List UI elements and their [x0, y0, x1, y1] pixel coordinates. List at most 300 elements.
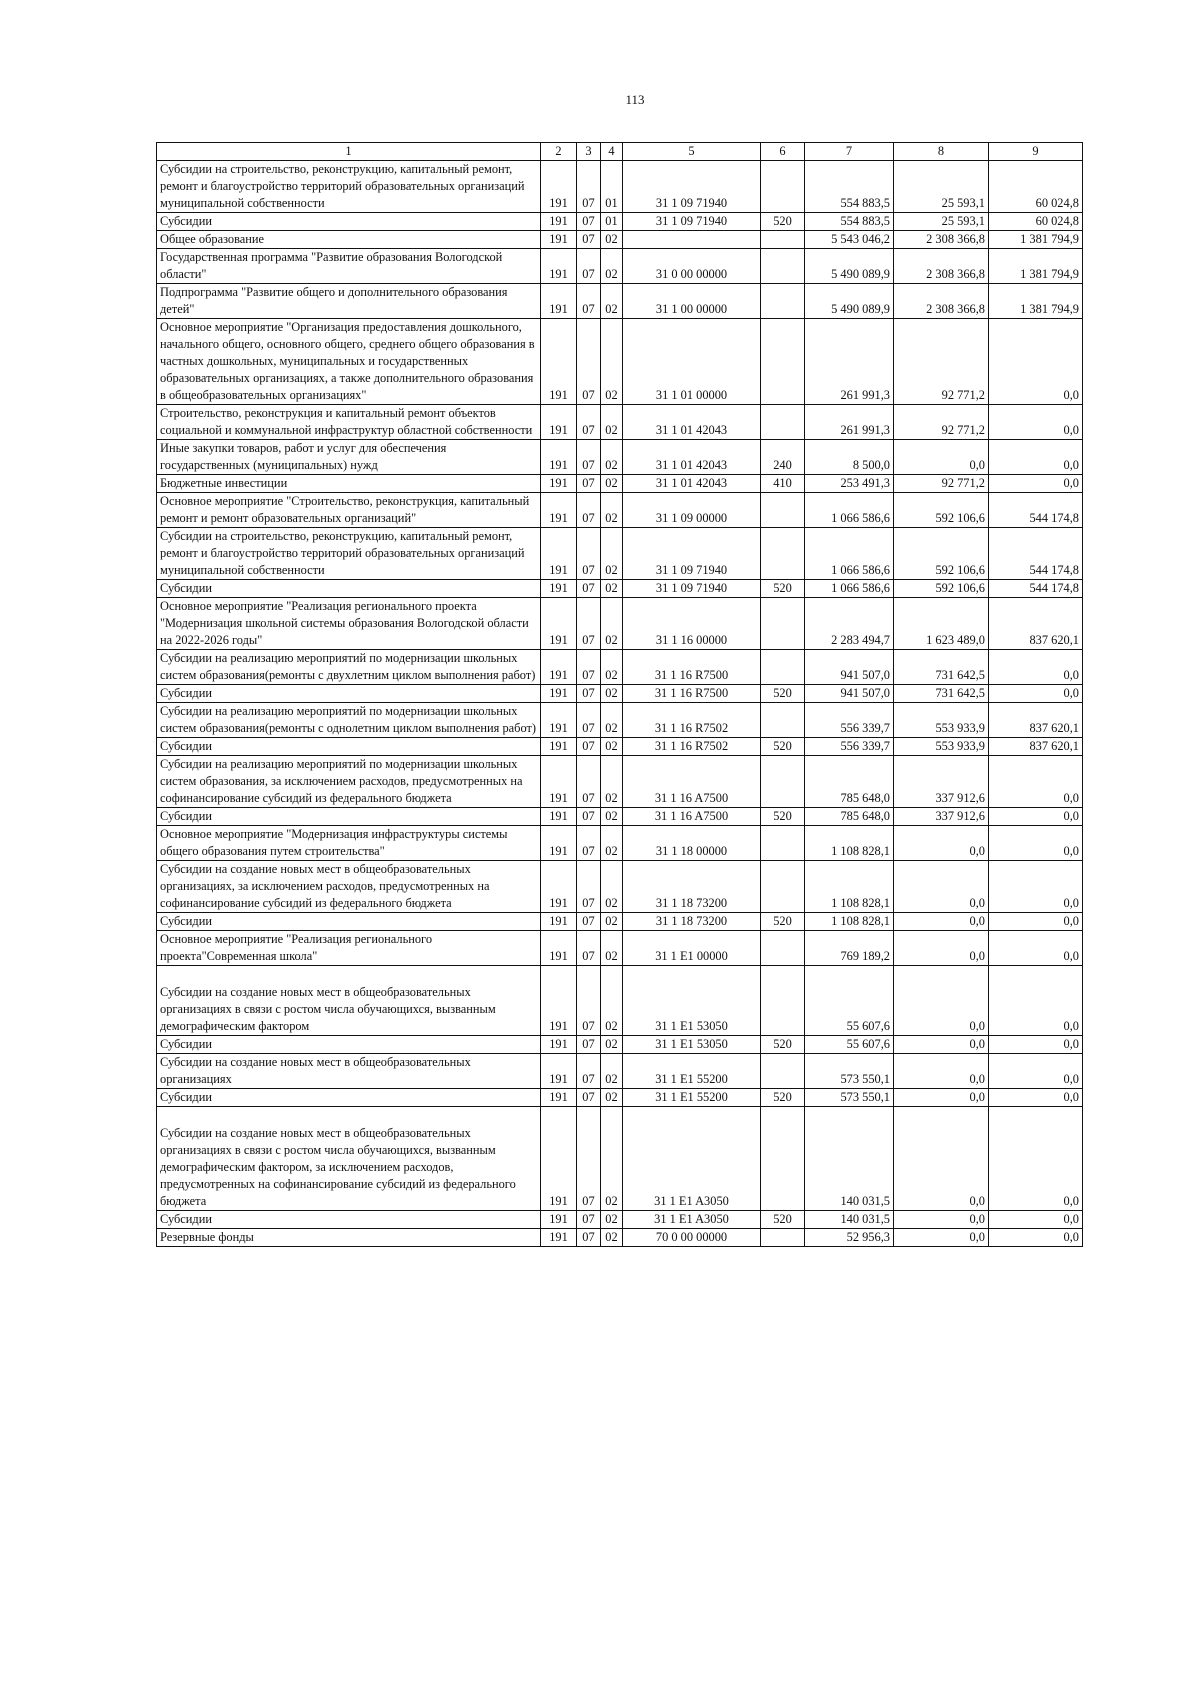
table-row: [157, 405, 1083, 440]
row-subsection: 02: [601, 405, 623, 440]
row-section: 07: [577, 1089, 601, 1107]
row-expense-type: [761, 249, 805, 284]
row-amount-col9: 0,0: [989, 931, 1083, 966]
row-amount-col8: 2 308 366,8: [894, 249, 989, 284]
row-target-article: 31 1 E1 53050: [623, 1036, 761, 1054]
row-subsection: 02: [601, 493, 623, 528]
row-admin-code: 191: [541, 650, 577, 685]
row-target-article: 31 1 09 00000: [623, 493, 761, 528]
row-expense-type: [761, 861, 805, 913]
row-amount-col8: 553 933,9: [894, 738, 989, 756]
table-row: [157, 319, 1083, 405]
row-subsection: 02: [601, 284, 623, 319]
row-target-article: 31 1 16 R7500: [623, 685, 761, 703]
row-amount-col7: 52 956,3: [805, 1229, 894, 1247]
row-subsection: 02: [601, 1229, 623, 1247]
row-admin-code: 191: [541, 1036, 577, 1054]
row-section: 07: [577, 861, 601, 913]
row-target-article: [623, 231, 761, 249]
row-amount-col8: 0,0: [894, 966, 989, 1036]
row-section: 07: [577, 528, 601, 580]
row-amount-col8: 25 593,1: [894, 161, 989, 213]
header-col-9: 9: [989, 143, 1083, 161]
row-amount-col7: 769 189,2: [805, 931, 894, 966]
row-admin-code: 191: [541, 756, 577, 808]
row-expense-type: [761, 826, 805, 861]
row-subsection: 02: [601, 826, 623, 861]
row-expense-type: [761, 405, 805, 440]
row-target-article: 31 1 16 A7500: [623, 756, 761, 808]
table-row: [157, 650, 1083, 685]
row-amount-col8: 1 623 489,0: [894, 598, 989, 650]
row-amount-col8: 0,0: [894, 1107, 989, 1211]
row-name: Подпрограмма "Развитие общего и дополнительного образования детей": [157, 284, 541, 319]
row-target-article: 31 1 16 00000: [623, 598, 761, 650]
row-section: 07: [577, 1036, 601, 1054]
row-target-article: 31 1 18 00000: [623, 826, 761, 861]
row-admin-code: 191: [541, 1229, 577, 1247]
row-amount-col9: 60 024,8: [989, 161, 1083, 213]
row-section: 07: [577, 738, 601, 756]
row-section: 07: [577, 1054, 601, 1089]
row-expense-type: [761, 231, 805, 249]
row-amount-col9: 0,0: [989, 1107, 1083, 1211]
row-name: Субсидии на строительство, реконструкцию, капитальный ремонт, ремонт и благоустройство территорий образовательных организаций муниципальной собственности: [157, 528, 541, 580]
row-amount-col8: 0,0: [894, 440, 989, 475]
row-admin-code: 191: [541, 808, 577, 826]
row-expense-type: [761, 493, 805, 528]
row-expense-type: 520: [761, 1089, 805, 1107]
row-expense-type: [761, 284, 805, 319]
row-section: 07: [577, 1107, 601, 1211]
table-row: [157, 1211, 1083, 1229]
row-admin-code: 191: [541, 440, 577, 475]
row-amount-col7: 556 339,7: [805, 703, 894, 738]
row-admin-code: 191: [541, 161, 577, 213]
row-admin-code: 191: [541, 703, 577, 738]
row-expense-type: [761, 1054, 805, 1089]
row-subsection: 02: [601, 475, 623, 493]
row-subsection: 01: [601, 213, 623, 231]
row-amount-col8: 2 308 366,8: [894, 231, 989, 249]
row-expense-type: [761, 528, 805, 580]
row-section: 07: [577, 493, 601, 528]
table-row: [157, 528, 1083, 580]
row-amount-col9: 0,0: [989, 1211, 1083, 1229]
table-row: [157, 440, 1083, 475]
row-section: 07: [577, 475, 601, 493]
row-name: Субсидии на создание новых мест в общеобразовательных организациях в связи с ростом числа обучающихся, вызванным демографическим фактором: [157, 966, 541, 1036]
row-name: Субсидии: [157, 738, 541, 756]
row-target-article: 31 1 16 R7500: [623, 650, 761, 685]
row-amount-col9: 1 381 794,9: [989, 249, 1083, 284]
row-amount-col9: 60 024,8: [989, 213, 1083, 231]
row-amount-col7: 140 031,5: [805, 1211, 894, 1229]
row-name: Субсидии на реализацию мероприятий по модернизации школьных систем образования, за исключением расходов, предусмотренных на софинансирование субсидий из федерального бюджета: [157, 756, 541, 808]
row-amount-col9: 0,0: [989, 913, 1083, 931]
row-admin-code: 191: [541, 249, 577, 284]
row-expense-type: [761, 931, 805, 966]
row-admin-code: 191: [541, 1211, 577, 1229]
row-amount-col7: 554 883,5: [805, 161, 894, 213]
row-name: Субсидии: [157, 1211, 541, 1229]
row-name: Основное мероприятие "Организация предоставления дошкольного, начального общего, основного общего, среднего общего образования в частных дошкольных, муниципальных и государственных образовательных организациях, а также дополнительного образования в общеобразовательных организациях": [157, 319, 541, 405]
row-amount-col9: 0,0: [989, 966, 1083, 1036]
header-col-6: 6: [761, 143, 805, 161]
row-amount-col8: 553 933,9: [894, 703, 989, 738]
row-subsection: 02: [601, 528, 623, 580]
row-target-article: 31 1 18 73200: [623, 913, 761, 931]
row-admin-code: 191: [541, 738, 577, 756]
table-row: [157, 913, 1083, 931]
row-expense-type: 520: [761, 1211, 805, 1229]
row-target-article: 31 1 E1 A3050: [623, 1211, 761, 1229]
row-admin-code: 191: [541, 475, 577, 493]
row-amount-col9: 0,0: [989, 685, 1083, 703]
row-target-article: 31 1 16 R7502: [623, 738, 761, 756]
row-amount-col9: 0,0: [989, 826, 1083, 861]
row-amount-col7: 5 543 046,2: [805, 231, 894, 249]
row-amount-col9: 1 381 794,9: [989, 284, 1083, 319]
row-amount-col9: 544 174,8: [989, 493, 1083, 528]
row-target-article: 31 1 01 42043: [623, 475, 761, 493]
row-name: Основное мероприятие "Строительство, реконструкция, капитальный ремонт и ремонт образовательных организаций": [157, 493, 541, 528]
table-row: [157, 931, 1083, 966]
row-amount-col7: 1 108 828,1: [805, 861, 894, 913]
row-admin-code: 191: [541, 913, 577, 931]
row-subsection: 02: [601, 598, 623, 650]
table-row: [157, 756, 1083, 808]
row-target-article: 70 0 00 00000: [623, 1229, 761, 1247]
row-subsection: 02: [601, 756, 623, 808]
row-name: Иные закупки товаров, работ и услуг для обеспечения государственных (муниципальных) нужд: [157, 440, 541, 475]
row-target-article: 31 1 18 73200: [623, 861, 761, 913]
row-amount-col7: 573 550,1: [805, 1054, 894, 1089]
row-expense-type: 520: [761, 580, 805, 598]
table-row: [157, 213, 1083, 231]
row-subsection: 02: [601, 580, 623, 598]
budget-table: [156, 142, 1083, 1247]
row-amount-col9: 544 174,8: [989, 580, 1083, 598]
row-amount-col7: 55 607,6: [805, 1036, 894, 1054]
row-expense-type: [761, 650, 805, 685]
row-amount-col7: 5 490 089,9: [805, 284, 894, 319]
row-amount-col8: 2 308 366,8: [894, 284, 989, 319]
table-row: [157, 1229, 1083, 1247]
row-admin-code: 191: [541, 826, 577, 861]
row-amount-col8: 0,0: [894, 1089, 989, 1107]
row-subsection: 02: [601, 1107, 623, 1211]
row-subsection: 02: [601, 808, 623, 826]
row-amount-col8: 0,0: [894, 1054, 989, 1089]
row-expense-type: [761, 966, 805, 1036]
row-amount-col8: 592 106,6: [894, 580, 989, 598]
row-amount-col8: 337 912,6: [894, 756, 989, 808]
row-amount-col7: 253 491,3: [805, 475, 894, 493]
row-section: 07: [577, 650, 601, 685]
row-expense-type: 520: [761, 1036, 805, 1054]
row-section: 07: [577, 703, 601, 738]
row-name: Субсидии: [157, 808, 541, 826]
row-amount-col7: 556 339,7: [805, 738, 894, 756]
row-subsection: 02: [601, 1054, 623, 1089]
row-amount-col9: 0,0: [989, 405, 1083, 440]
row-subsection: 02: [601, 931, 623, 966]
row-expense-type: 410: [761, 475, 805, 493]
row-amount-col9: 0,0: [989, 475, 1083, 493]
table-row: [157, 475, 1083, 493]
row-target-article: 31 1 01 00000: [623, 319, 761, 405]
row-expense-type: 240: [761, 440, 805, 475]
row-subsection: 02: [601, 319, 623, 405]
row-name: Строительство, реконструкция и капитальный ремонт объектов социальной и коммунальной инфраструктур областной собственности: [157, 405, 541, 440]
row-amount-col9: 544 174,8: [989, 528, 1083, 580]
row-amount-col7: 1 066 586,6: [805, 493, 894, 528]
row-amount-col7: 140 031,5: [805, 1107, 894, 1211]
row-subsection: 02: [601, 966, 623, 1036]
row-admin-code: 191: [541, 213, 577, 231]
row-target-article: 31 1 01 42043: [623, 440, 761, 475]
table-row: [157, 1054, 1083, 1089]
row-name: Основное мероприятие "Реализация регионального проекта"Современная школа": [157, 931, 541, 966]
header-col-8: 8: [894, 143, 989, 161]
row-subsection: 02: [601, 249, 623, 284]
row-amount-col8: 0,0: [894, 1229, 989, 1247]
table-row: [157, 1036, 1083, 1054]
row-name: Субсидии: [157, 913, 541, 931]
row-subsection: 02: [601, 1089, 623, 1107]
row-name: Субсидии на реализацию мероприятий по модернизации школьных систем образования(ремонты с однолетним циклом выполнения работ): [157, 703, 541, 738]
row-admin-code: 191: [541, 598, 577, 650]
row-amount-col7: 941 507,0: [805, 650, 894, 685]
row-admin-code: 191: [541, 405, 577, 440]
row-amount-col7: 2 283 494,7: [805, 598, 894, 650]
header-col-1: 1: [157, 143, 541, 161]
row-section: 07: [577, 1211, 601, 1229]
row-section: 07: [577, 826, 601, 861]
row-amount-col8: 0,0: [894, 1036, 989, 1054]
row-section: 07: [577, 405, 601, 440]
row-amount-col7: 55 607,6: [805, 966, 894, 1036]
row-name: Субсидии на создание новых мест в общеобразовательных организациях: [157, 1054, 541, 1089]
table-row: [157, 249, 1083, 284]
row-name: Субсидии: [157, 1036, 541, 1054]
row-target-article: 31 1 09 71940: [623, 580, 761, 598]
row-target-article: 31 0 00 00000: [623, 249, 761, 284]
row-section: 07: [577, 913, 601, 931]
row-admin-code: 191: [541, 861, 577, 913]
row-expense-type: 520: [761, 738, 805, 756]
row-amount-col7: 573 550,1: [805, 1089, 894, 1107]
row-name: Субсидии: [157, 1089, 541, 1107]
row-admin-code: 191: [541, 284, 577, 319]
row-section: 07: [577, 580, 601, 598]
row-section: 07: [577, 284, 601, 319]
row-name: Субсидии на создание новых мест в общеобразовательных организациях в связи с ростом числа обучающихся, вызванным демографическим фактором, за исключением расходов, предусмотренных на софинансирование субсидий из федерального бюджета: [157, 1107, 541, 1211]
row-amount-col8: 592 106,6: [894, 493, 989, 528]
row-section: 07: [577, 249, 601, 284]
table-row: [157, 598, 1083, 650]
row-section: 07: [577, 161, 601, 213]
row-amount-col9: 837 620,1: [989, 703, 1083, 738]
table-row: [157, 284, 1083, 319]
row-amount-col8: 92 771,2: [894, 319, 989, 405]
row-amount-col7: 261 991,3: [805, 319, 894, 405]
row-admin-code: 191: [541, 1107, 577, 1211]
row-section: 07: [577, 685, 601, 703]
row-section: 07: [577, 440, 601, 475]
row-amount-col7: 1 108 828,1: [805, 913, 894, 931]
row-target-article: 31 1 E1 55200: [623, 1089, 761, 1107]
row-amount-col7: 785 648,0: [805, 756, 894, 808]
row-expense-type: 520: [761, 913, 805, 931]
row-amount-col7: 785 648,0: [805, 808, 894, 826]
row-amount-col8: 92 771,2: [894, 475, 989, 493]
row-amount-col7: 1 108 828,1: [805, 826, 894, 861]
row-amount-col8: 337 912,6: [894, 808, 989, 826]
table-row: [157, 1107, 1083, 1211]
row-target-article: 31 1 01 42043: [623, 405, 761, 440]
row-admin-code: 191: [541, 1054, 577, 1089]
row-target-article: 31 1 09 71940: [623, 528, 761, 580]
table-row: [157, 861, 1083, 913]
row-subsection: 02: [601, 1036, 623, 1054]
row-expense-type: [761, 703, 805, 738]
row-admin-code: 191: [541, 528, 577, 580]
row-amount-col9: 0,0: [989, 1054, 1083, 1089]
row-amount-col7: 941 507,0: [805, 685, 894, 703]
row-target-article: 31 1 E1 00000: [623, 931, 761, 966]
row-amount-col9: 0,0: [989, 1089, 1083, 1107]
table-row: [157, 966, 1083, 1036]
row-section: 07: [577, 808, 601, 826]
row-expense-type: [761, 756, 805, 808]
row-name: Субсидии на создание новых мест в общеобразовательных организациях, за исключением расходов, предусмотренных на софинансирование субсидий из федерального бюджета: [157, 861, 541, 913]
row-amount-col9: 0,0: [989, 440, 1083, 475]
row-name: Субсидии на строительство, реконструкцию, капитальный ремонт, ремонт и благоустройство территорий образовательных организаций муниципальной собственности: [157, 161, 541, 213]
row-amount-col9: 837 620,1: [989, 738, 1083, 756]
row-amount-col7: 1 066 586,6: [805, 528, 894, 580]
table-row: [157, 493, 1083, 528]
table-row: [157, 1089, 1083, 1107]
row-admin-code: 191: [541, 231, 577, 249]
row-amount-col7: 5 490 089,9: [805, 249, 894, 284]
row-amount-col8: 0,0: [894, 931, 989, 966]
table-row: [157, 738, 1083, 756]
row-target-article: 31 1 16 R7502: [623, 703, 761, 738]
header-col-7: 7: [805, 143, 894, 161]
row-name: Субсидии на реализацию мероприятий по модернизации школьных систем образования(ремонты с двухлетним циклом выполнения работ): [157, 650, 541, 685]
row-name: Субсидии: [157, 685, 541, 703]
row-expense-type: [761, 1107, 805, 1211]
row-admin-code: 191: [541, 319, 577, 405]
row-expense-type: [761, 1229, 805, 1247]
row-admin-code: 191: [541, 580, 577, 598]
row-expense-type: [761, 598, 805, 650]
table-row: [157, 685, 1083, 703]
row-amount-col7: 8 500,0: [805, 440, 894, 475]
row-expense-type: 520: [761, 685, 805, 703]
table-row: [157, 580, 1083, 598]
table-row: [157, 703, 1083, 738]
row-name: Основное мероприятие "Модернизация инфраструктуры системы общего образования путем строительства": [157, 826, 541, 861]
row-subsection: 02: [601, 913, 623, 931]
row-amount-col9: 1 381 794,9: [989, 231, 1083, 249]
row-name: Основное мероприятие "Реализация регионального проекта "Модернизация школьной системы образования Вологодской области на 2022-2026 годы": [157, 598, 541, 650]
row-amount-col8: 0,0: [894, 861, 989, 913]
table-body: [157, 161, 1083, 1247]
row-amount-col8: 0,0: [894, 913, 989, 931]
row-amount-col8: 0,0: [894, 826, 989, 861]
row-subsection: 02: [601, 703, 623, 738]
row-target-article: 31 1 00 00000: [623, 284, 761, 319]
row-expense-type: [761, 319, 805, 405]
row-name: Субсидии: [157, 213, 541, 231]
table-row: [157, 231, 1083, 249]
row-amount-col7: 261 991,3: [805, 405, 894, 440]
table-row: [157, 161, 1083, 213]
table-row: [157, 808, 1083, 826]
row-amount-col8: 731 642,5: [894, 685, 989, 703]
row-admin-code: 191: [541, 966, 577, 1036]
row-admin-code: 191: [541, 685, 577, 703]
row-amount-col9: 0,0: [989, 1229, 1083, 1247]
row-amount-col9: 0,0: [989, 1036, 1083, 1054]
row-expense-type: [761, 161, 805, 213]
row-target-article: 31 1 E1 55200: [623, 1054, 761, 1089]
row-expense-type: 520: [761, 808, 805, 826]
row-amount-col8: 0,0: [894, 1211, 989, 1229]
row-section: 07: [577, 598, 601, 650]
row-expense-type: 520: [761, 213, 805, 231]
row-subsection: 02: [601, 231, 623, 249]
row-name: Бюджетные инвестиции: [157, 475, 541, 493]
header-col-4: 4: [601, 143, 623, 161]
row-section: 07: [577, 931, 601, 966]
row-subsection: 02: [601, 650, 623, 685]
row-target-article: 31 1 09 71940: [623, 213, 761, 231]
row-amount-col7: 1 066 586,6: [805, 580, 894, 598]
row-amount-col8: 731 642,5: [894, 650, 989, 685]
table-row: [157, 826, 1083, 861]
row-amount-col8: 592 106,6: [894, 528, 989, 580]
row-subsection: 01: [601, 161, 623, 213]
row-amount-col9: 0,0: [989, 756, 1083, 808]
row-subsection: 02: [601, 1211, 623, 1229]
row-section: 07: [577, 231, 601, 249]
row-amount-col9: 0,0: [989, 808, 1083, 826]
row-target-article: 31 1 16 A7500: [623, 808, 761, 826]
row-amount-col9: 837 620,1: [989, 598, 1083, 650]
row-section: 07: [577, 213, 601, 231]
row-section: 07: [577, 1229, 601, 1247]
row-section: 07: [577, 319, 601, 405]
row-amount-col8: 25 593,1: [894, 213, 989, 231]
row-target-article: 31 1 E1 A3050: [623, 1107, 761, 1211]
header-row: [157, 143, 1083, 161]
row-subsection: 02: [601, 440, 623, 475]
row-name: Резервные фонды: [157, 1229, 541, 1247]
row-target-article: 31 1 09 71940: [623, 161, 761, 213]
header-col-5: 5: [623, 143, 761, 161]
row-amount-col7: 554 883,5: [805, 213, 894, 231]
header-col-3: 3: [577, 143, 601, 161]
row-subsection: 02: [601, 861, 623, 913]
row-amount-col9: 0,0: [989, 650, 1083, 685]
row-target-article: 31 1 E1 53050: [623, 966, 761, 1036]
row-name: Субсидии: [157, 580, 541, 598]
row-admin-code: 191: [541, 1089, 577, 1107]
